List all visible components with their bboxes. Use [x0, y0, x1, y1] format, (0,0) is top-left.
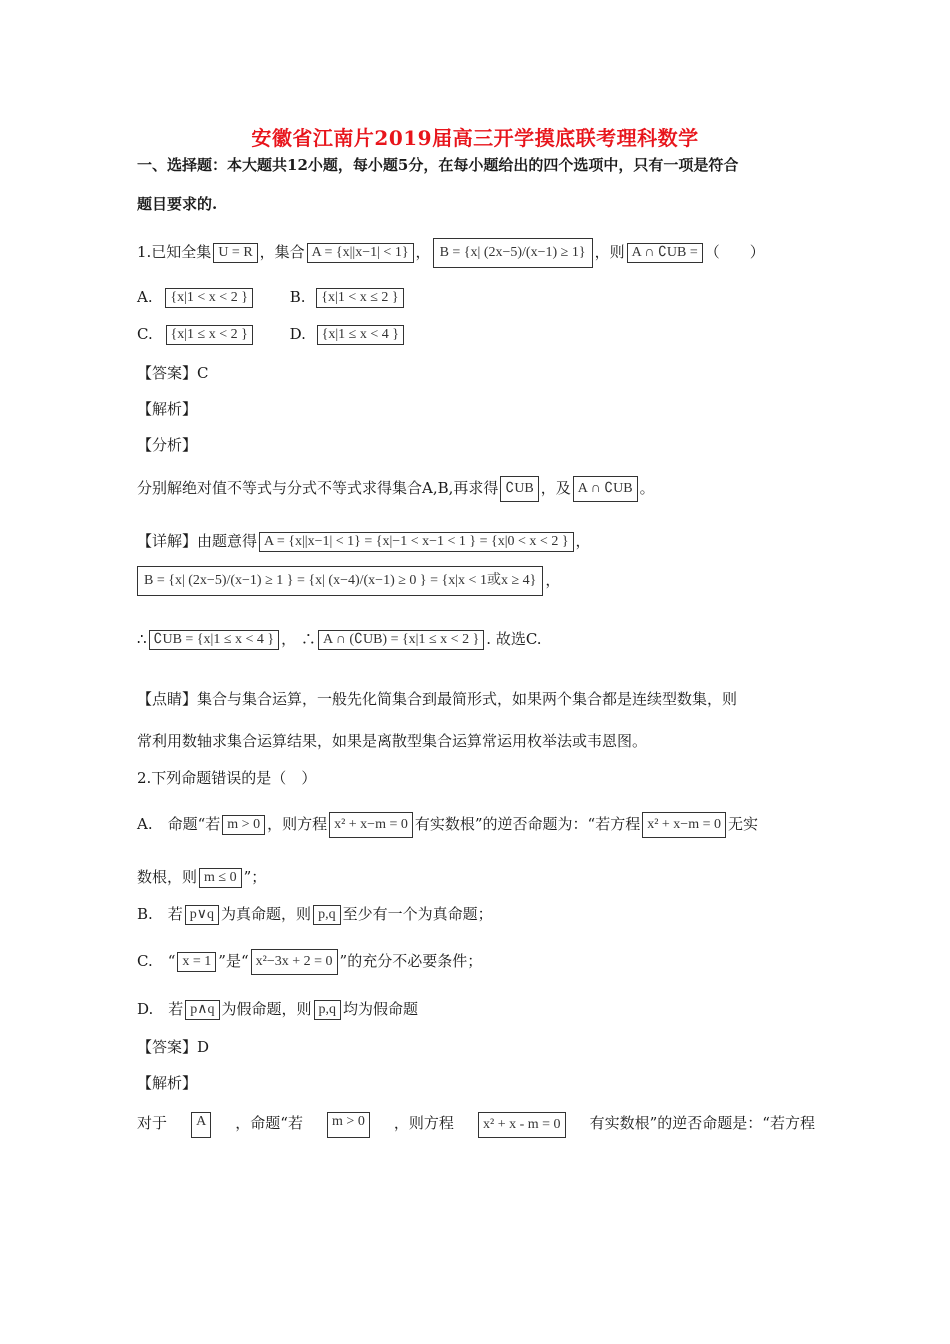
option-label: A.	[137, 288, 153, 306]
math-formula: A ∩ ∁UB	[573, 476, 638, 502]
math-formula: B = {x| (2x−5)/(x−1) ≥ 1 } = {x| (x−4)/(x−1) ≥ 0 } = {x|x < 1或x ≥ 4}	[137, 566, 543, 596]
option-text: 为假命题，则	[221, 1000, 312, 1018]
detail-text: . 故选C.	[486, 630, 542, 648]
math-formula: x² + x - m = 0	[478, 1112, 566, 1138]
math-formula: p,q	[313, 905, 341, 925]
option-c: {x|1 ≤ x < 2 }	[166, 325, 253, 345]
math-formula: x²−3x + 2 = 0	[251, 949, 338, 975]
detail-text: ，	[281, 630, 297, 648]
q1-options-row2	[137, 325, 406, 345]
math-formula: m ≤ 0	[199, 868, 242, 888]
math-formula: ∁UB	[500, 476, 538, 502]
therefore-symbol: ∴	[300, 630, 316, 648]
q1-answer: 【答案】C	[137, 364, 209, 382]
q1-stem-text: ，	[415, 243, 431, 261]
explanation-text: ，则方程	[393, 1114, 454, 1132]
math-formula: A ∩ (∁UB) = {x|1 ≤ x < 2 }	[318, 630, 484, 650]
detail-text: ，	[545, 571, 561, 589]
option-text: A. 命题“若	[137, 815, 221, 833]
q2-answer: 【答案】D	[137, 1038, 210, 1056]
q1-stem-text: ，则	[594, 243, 625, 261]
option-label: D.	[289, 325, 306, 343]
math-formula: m > 0	[327, 1112, 370, 1138]
option-text: 数根，则	[137, 868, 198, 886]
math-formula: p∨q	[185, 905, 219, 925]
q1-fenxi-label: 【分析】	[137, 436, 198, 454]
math-formula: U = R	[213, 243, 257, 263]
q2-stem: 2.下列命题错误的是（ ）	[137, 769, 317, 787]
q2-option-a-cont	[137, 866, 266, 888]
option-text: 为真命题，则	[221, 905, 312, 923]
q1-jiexi-label: 【解析】	[137, 400, 198, 418]
q1-detail-3	[137, 628, 542, 650]
section-heading: 一、选择题：本大题共12小题，每小题5分，在每小题给出的四个选项中，只有一项是符合	[137, 156, 739, 174]
math-formula: A	[191, 1112, 211, 1138]
option-label: B.	[289, 288, 306, 306]
q1-detail-2	[137, 566, 560, 596]
q2-option-a	[137, 812, 758, 838]
q2-explanation-line	[137, 1112, 815, 1138]
option-text: ”；	[243, 868, 267, 886]
option-a: {x|1 < x < 2 }	[165, 288, 253, 308]
analysis-text: 。	[639, 479, 655, 497]
option-text: ”的充分不必要条件；	[339, 952, 483, 970]
math-formula: p∧q	[185, 1000, 219, 1020]
explanation-text: 对于	[137, 1114, 168, 1132]
option-text: C. “	[137, 952, 176, 970]
math-formula: x² + x−m = 0	[329, 812, 413, 838]
q1-dianjing-2: 常利用数轴求集合运算结果，如果是离散型集合运算常运用枚举法或韦恩图。	[137, 732, 648, 750]
math-formula: A = {x||x−1| < 1} = {x|−1 < x−1 < 1 } = {x|0 < x < 2 }	[259, 532, 574, 552]
option-text: ”是“	[218, 952, 249, 970]
math-formula: A = {x||x−1| < 1}	[307, 243, 414, 263]
q1-analysis	[137, 476, 655, 502]
explanation-text: 有实数根”的逆否命题是：“若方程	[589, 1114, 815, 1132]
q2-explanation	[137, 1112, 815, 1138]
document-title: 安徽省江南片2019届高三开学摸底联考理科数学	[251, 126, 699, 150]
option-text: D. 若	[137, 1000, 184, 1018]
analysis-text: 分别解绝对值不等式与分式不等式求得集合A,B,再求得	[137, 479, 499, 497]
option-text: 至少有一个为真命题；	[342, 905, 493, 923]
therefore-symbol: ∴	[137, 630, 147, 648]
q2-option-b	[137, 903, 493, 925]
section-heading-cont: 题目要求的.	[137, 195, 218, 213]
detail-text: 【详解】由题意得	[137, 532, 258, 550]
option-text: 有实数根”的逆否命题为：“若方程	[414, 815, 641, 833]
analysis-text: ，及	[540, 479, 571, 497]
q2-option-d	[137, 998, 418, 1020]
option-label: C.	[137, 325, 153, 343]
option-b: {x|1 < x ≤ 2 }	[316, 288, 403, 308]
option-text: ，则方程	[267, 815, 328, 833]
math-formula: x = 1	[177, 952, 216, 972]
option-text: 均为假命题	[343, 1000, 419, 1018]
math-formula: B = {x| (2x−5)/(x−1) ≥ 1}	[433, 238, 593, 268]
math-formula: ∁UB = {x|1 ≤ x < 4 }	[149, 630, 280, 650]
math-formula: m > 0	[222, 815, 265, 835]
explanation-text: ，命题“若	[235, 1114, 303, 1132]
q1-stem-text: 1.已知全集	[137, 243, 212, 261]
math-formula: x² + x−m = 0	[642, 812, 726, 838]
math-formula: p,q	[314, 1000, 342, 1020]
q2-jiexi-label: 【解析】	[137, 1074, 198, 1092]
q1-options-row1	[137, 288, 406, 308]
option-text: 无实	[728, 815, 759, 833]
q1-stem	[137, 238, 765, 268]
option-text: B. 若	[137, 905, 183, 923]
q1-stem-text: ，集合	[259, 243, 305, 261]
detail-text: ，	[575, 532, 591, 550]
q1-dianjing-1: 【点睛】集合与集合运算，一般先化简集合到最简形式，如果两个集合都是连续型数集，则	[137, 690, 738, 708]
q2-option-c	[137, 949, 482, 975]
math-formula: A ∩ ∁UB =	[627, 243, 703, 263]
q1-stem-text: （ ）	[704, 243, 765, 261]
option-d: {x|1 ≤ x < 4 }	[317, 325, 404, 345]
q1-detail-1	[137, 530, 591, 552]
